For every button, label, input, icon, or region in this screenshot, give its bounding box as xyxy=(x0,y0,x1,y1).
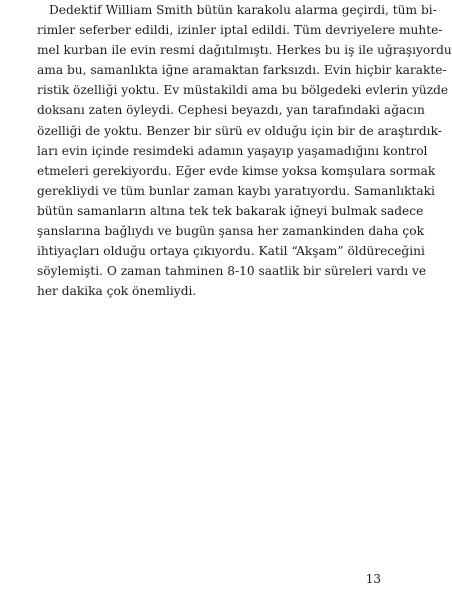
text-line: şanslarına bağlıydı ve bugün şansa her zamankinden daha çok xyxy=(37,224,424,239)
text-line: ama bu, samanlıkta iğne aramaktan farksızdı. Evin hiçbir karakte- xyxy=(37,63,447,78)
text-line: mel kurban ile evin resmi dağıtılmıştı. Herkes bu iş ile uğraşıyordu xyxy=(37,43,452,58)
text-line: etmeleri gerekiyordu. Eğer evde kimse yoksa komşulara sormak xyxy=(37,163,436,178)
text-line: ristik özelliği yoktu. Ev müstakildi ama bu bölgedeki evlerin yüzde xyxy=(37,83,449,98)
text-line: her dakika çok önemliydi. xyxy=(37,284,197,299)
text-line: bütün samanların altına tek tek bakarak iğneyi bulmak sadece xyxy=(37,203,424,218)
text-line: ihtiyaçları olduğu ortaya çıkıyordu. Katil “Akşam” öldüreceğini xyxy=(37,244,425,259)
text-line: doksanı zaten öyleydi. Cephesi beyazdı, yan tarafındaki ağacın xyxy=(37,103,425,118)
text-line: Dedektif William Smith bütün karakolu alarma geçirdi, tüm bi- xyxy=(49,3,437,17)
text-line: gerekliydi ve tüm bunlar zaman kaybı yaratıyordu. Samanlıktaki xyxy=(37,183,435,198)
paragraph xyxy=(37,0,452,301)
text-line: özelliği de yoktu. Benzer bir sürü ev olduğu için bir de araştırdık- xyxy=(37,123,442,138)
page-number: 13 xyxy=(365,572,381,586)
text-line: söylemişti. O zaman tahminen 8-10 saatlik bir süreleri vardı ve xyxy=(37,264,427,279)
text-line: rimler seferber edildi, izinler iptal edildi. Tüm devriyelere muhte- xyxy=(37,23,443,38)
text-line: ları evin içinde resimdeki adamın yaşayıp yaşamadığını kontrol xyxy=(37,143,428,158)
